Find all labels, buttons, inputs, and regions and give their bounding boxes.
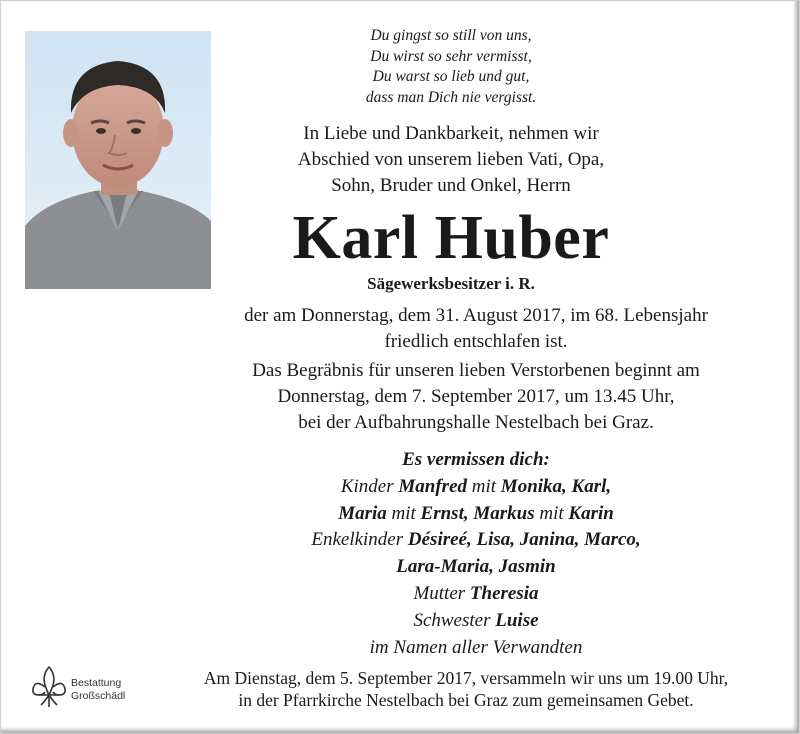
logo-line-2: Großschädl: [71, 690, 126, 702]
child-name: Maria: [338, 502, 387, 524]
funeral-home-logo: [31, 665, 146, 709]
logo-line-1: Bestattung: [71, 677, 122, 689]
children-line-1: [186, 474, 766, 501]
mother-label: Mutter: [413, 582, 466, 604]
sister-line: [186, 608, 766, 635]
intro-line: Abschied von unserem lieben Vati, Opa,: [297, 149, 605, 170]
fleur-de-lis-icon: [31, 665, 67, 709]
grandchildren-line-2: [186, 554, 766, 581]
portrait-image: [25, 31, 211, 289]
funeral-line: Das Begräbnis für unseren lieben Verstorbenen beginnt am: [252, 360, 700, 381]
grandchildren-names: Lara-Maria, Jasmin: [396, 556, 556, 578]
child-name: Manfred: [398, 475, 468, 497]
intro-text: [231, 121, 671, 199]
sister-name: Luise: [495, 609, 539, 631]
child-names: Ernst, Markus: [420, 502, 535, 524]
children-label: Kinder: [340, 475, 394, 497]
prayer-notice: [166, 667, 766, 711]
grandchildren-names: Désireé, Lisa, Janina, Marco,: [407, 529, 641, 551]
mourners-list: [186, 447, 766, 661]
poem-line: Du wirst so sehr vermisst,: [370, 47, 532, 65]
with-word: mit: [539, 502, 564, 524]
sister-label: Schwester: [413, 609, 491, 631]
mourners-heading: Es vermissen dich:: [402, 449, 550, 470]
child-name: Karin: [568, 502, 614, 524]
funeral-line: Donnerstag, dem 7. September 2017, um 13.45 Uhr,: [277, 386, 675, 407]
memorial-poem: [231, 26, 671, 108]
child-names: Monika, Karl,: [500, 475, 612, 497]
poem-line: Du gingst so still von uns,: [370, 27, 532, 44]
prayer-line: in der Pfarrkirche Nestelbach bei Graz zum gemeinsamen Gebet.: [238, 690, 694, 710]
grandchildren-line-1: [186, 527, 766, 554]
death-notice: [186, 303, 766, 355]
deceased-title: Sägewerksbesitzer i. R.: [367, 274, 535, 293]
logo-text: [71, 677, 125, 703]
intro-line: Sohn, Bruder und Onkel, Herrn: [331, 175, 571, 196]
grandchildren-label: Enkelkinder: [311, 529, 404, 551]
with-word: mit: [391, 502, 416, 524]
mother-line: [186, 581, 766, 608]
mother-name: Theresia: [469, 582, 539, 604]
death-line: der am Donnerstag, dem 31. August 2017, im 68. Lebensjahr: [244, 305, 708, 326]
funeral-notice: [186, 358, 766, 436]
intro-line: In Liebe und Dankbarkeit, nehmen wir: [303, 123, 599, 144]
closing-line: im Namen aller Verwandten: [369, 636, 583, 658]
poem-line: Du warst so lieb und gut,: [372, 68, 530, 85]
funeral-line: bei der Aufbahrungshalle Nestelbach bei Graz.: [298, 412, 654, 433]
portrait-photo: [25, 31, 211, 289]
with-word: mit: [471, 475, 497, 497]
children-line-2: [186, 501, 766, 528]
death-line: friedlich entschlafen ist.: [384, 331, 568, 352]
prayer-line: Am Dienstag, dem 5. September 2017, versammeln wir uns um 19.00 Uhr,: [203, 668, 729, 688]
poem-line: dass man Dich nie vergisst.: [365, 88, 537, 106]
deceased-name: Karl Huber: [292, 204, 610, 272]
